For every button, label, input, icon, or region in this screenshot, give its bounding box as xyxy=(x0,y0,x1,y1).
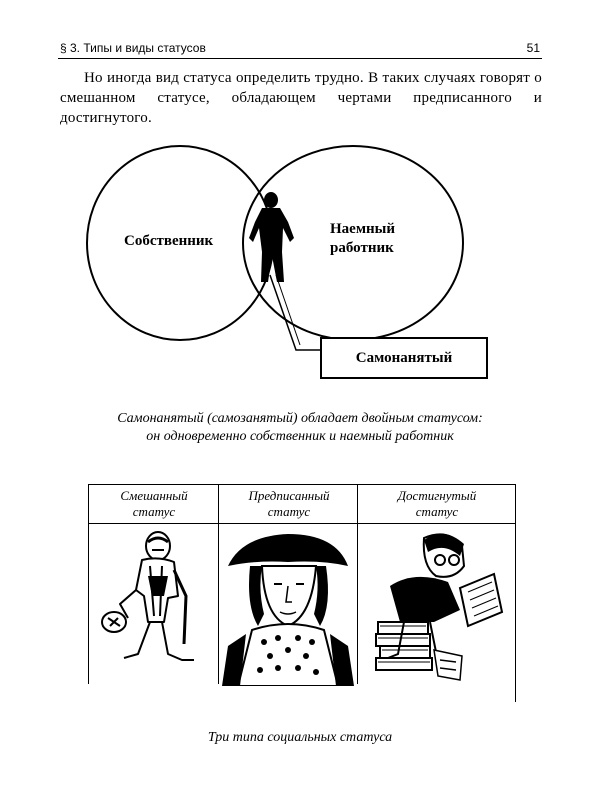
column-mixed-line2: статус xyxy=(132,504,176,519)
achieved-status-illustration xyxy=(364,526,510,686)
table-caption: Три типа социальных статуса xyxy=(207,730,393,745)
column-ascribed-line1: Предписанный xyxy=(248,488,330,503)
table-rule xyxy=(357,484,358,684)
section-title: § 3. Типы и виды статусов xyxy=(60,41,206,55)
hired-label-line1: Наемный xyxy=(330,221,396,237)
column-mixed-line1: Смешанный xyxy=(120,488,188,503)
leader-line xyxy=(276,275,300,345)
table-rule xyxy=(218,484,219,684)
column-ascribed-line2: статус xyxy=(267,504,311,519)
page-number: 51 xyxy=(526,41,540,55)
mixed-status-illustration xyxy=(98,526,210,686)
table-rule-left xyxy=(88,484,89,684)
self-employed-label: Самонанятый xyxy=(355,349,453,366)
column-ascribed-status xyxy=(220,485,358,523)
hired-label-line2: работник xyxy=(330,240,394,256)
table-rule-right xyxy=(515,484,516,702)
self-employed-box xyxy=(320,337,488,379)
column-achieved-status xyxy=(359,485,515,523)
diagram-caption-line1: Самонанятый (самозанятый) обладает двойным статусом: xyxy=(117,411,483,426)
diagram-caption-line2: он одновременно собственник и наемный работник xyxy=(146,429,454,444)
column-achieved-line2: статус xyxy=(415,504,459,519)
owner-label: Собственник xyxy=(124,233,214,249)
status-types-table xyxy=(88,484,516,702)
hired-label xyxy=(330,220,395,258)
diagram-caption xyxy=(80,410,520,446)
table-header-row xyxy=(88,484,516,524)
column-mixed-status xyxy=(89,485,219,523)
ascribed-status-illustration xyxy=(222,526,354,686)
person-silhouette xyxy=(249,192,294,282)
body-paragraph: Но иногда вид статуса определить трудно. В таких случаях говорят о смешанном статусе, обладающем чертами предписанного и достигнутого. xyxy=(60,70,542,126)
column-achieved-line1: Достигнутый xyxy=(397,488,477,503)
